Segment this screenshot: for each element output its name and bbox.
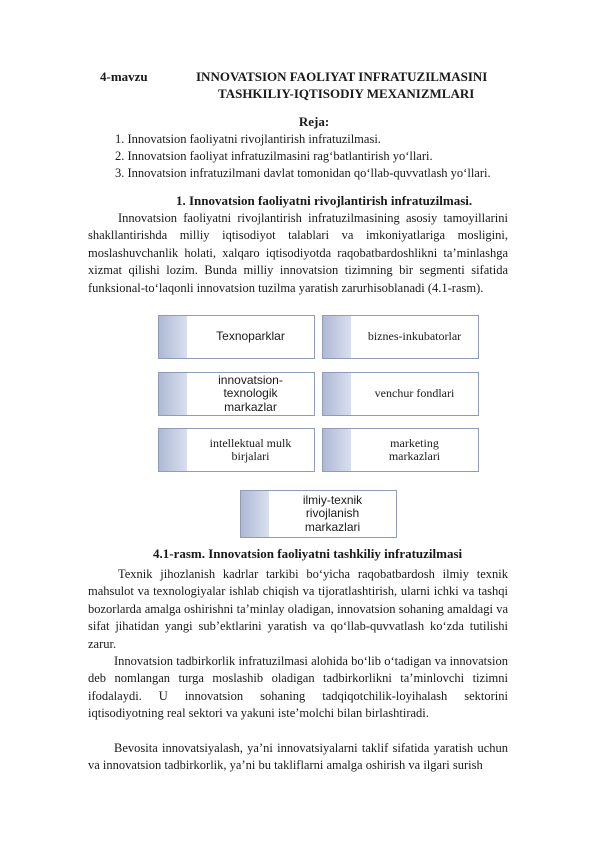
box-accent	[159, 316, 187, 358]
topic-label: 4-mavzu	[100, 69, 148, 84]
box-accent	[241, 491, 269, 537]
diagram-box-innovatsion-texnologik-markazlar	[158, 372, 315, 416]
box-accent	[159, 373, 187, 415]
box-accent	[159, 429, 187, 471]
box-accent	[323, 373, 351, 415]
body-paragraph-3-text: Bevosita innovatsiyalash, ya’ni innovatsiyalarni taklif sifatida yaratish uchun va innovatsion tadbirkorlik, ya’ni bu takliflarni amalga oshirish va ilgari surish	[88, 741, 508, 773]
section-heading: 1. Innovatsion faoliyatni rivojlantirish infratuzilmasi.	[176, 193, 473, 208]
page-title: INNOVATSION FAOLIYAT INFRATUZILMASINI	[196, 69, 488, 84]
diagram-box-venchur-fondlari	[322, 372, 479, 416]
body-paragraph-3	[88, 740, 508, 775]
box-label: innovatsion- texnologik markazlar	[218, 372, 283, 414]
page-title-line2: TASHKILIY-IQTISODIY MEXANIZMLARI	[218, 86, 475, 101]
box-accent	[323, 429, 351, 471]
diagram-box-texnoparklar	[158, 315, 315, 359]
box-accent	[323, 316, 351, 358]
figure-caption: 4.1-rasm. Innovatsion faoliyatni tashkiliy infratuzilmasi	[153, 546, 463, 561]
box-label: marketing markazlari	[388, 435, 441, 463]
section-paragraph-text: Innovatsion faoliyatni rivojlantirish infratuzilmasining asosiy tamoyillarini shakllantirishda milliy iqtisodiyot talablari va imkoniyatlariga mosligini, moslashuvchanlik holati, xalqaro iqtisodiyotda raqobatbardoshlikni ta’minlashga xizmat qilishi lozim. Bunda milliy innovatsion tizimning bir segmenti sifatida funksional-to‘laqonli innovatsion tuzilma yaratish zarurhisoblanadi (4.1-rasm).	[88, 211, 508, 295]
plan-item-1: 1. Innovatsion faoliyatni rivojlantirish infratuzilmasi.	[115, 132, 381, 146]
diagram-box-biznes-inkubatorlar	[322, 315, 479, 359]
body-paragraph-2-text: Innovatsion tadbirkorlik infratuzilmasi alohida bo‘lib o‘tadigan va innovatsion deb nomlangan turga moslashib oladigan tadbirkorlikni ta’minlovchi tizimni ifodalaydi. U innovatsion sohaning tadqiqotchilik-loyihalash sektorini iqtisodiyotning real sektori va yakuni iste’molchi bilan birlashtiradi.	[88, 654, 508, 721]
body-paragraph-2	[88, 653, 508, 723]
section-paragraph	[88, 210, 508, 297]
body-paragraph-1	[88, 566, 508, 653]
diagram-box-ilmiy-texnik-rivojlanish-markazlari	[240, 490, 397, 538]
body-paragraph-1-text: Texnik jihozlanish kadrlar tarkibi bo‘yicha raqobatbardosh ilmiy texnik mahsulot va texnologiyalar ishlab chiqish va tijoratlashtirish, ularni ichki va tashqi bozorlarda amalga oshirishni ta’minlay oladigan, innovatsion sohaning amaldagi va sifat jihatidan yangi sub’ektlarini yaratish va qo‘llab-quvvatlash ko‘zda tutilishi zarur.	[88, 567, 508, 651]
box-label: ilmiy-texnik rivojlanish markazlari	[302, 492, 363, 534]
plan-title: Reja:	[298, 114, 330, 129]
diagram-box-marketing-markazlari	[322, 428, 479, 472]
diagram-box-intellektual-mulk-birjalari	[158, 428, 315, 472]
box-label: biznes-inkubatorlar	[367, 329, 462, 344]
box-label: Texnoparklar	[216, 329, 285, 344]
plan-item-3: 3. Innovatsion infratuzilmani davlat tomonidan qo‘llab-quvvatlash yo‘llari.	[115, 166, 491, 180]
plan-item-2: 2. Innovatsion faoliyat infratuzilmasini rag‘batlantirish yo‘llari.	[115, 149, 433, 163]
box-label: intellektual mulk birjalari	[209, 435, 292, 463]
box-label: venchur fondlari	[374, 386, 455, 401]
